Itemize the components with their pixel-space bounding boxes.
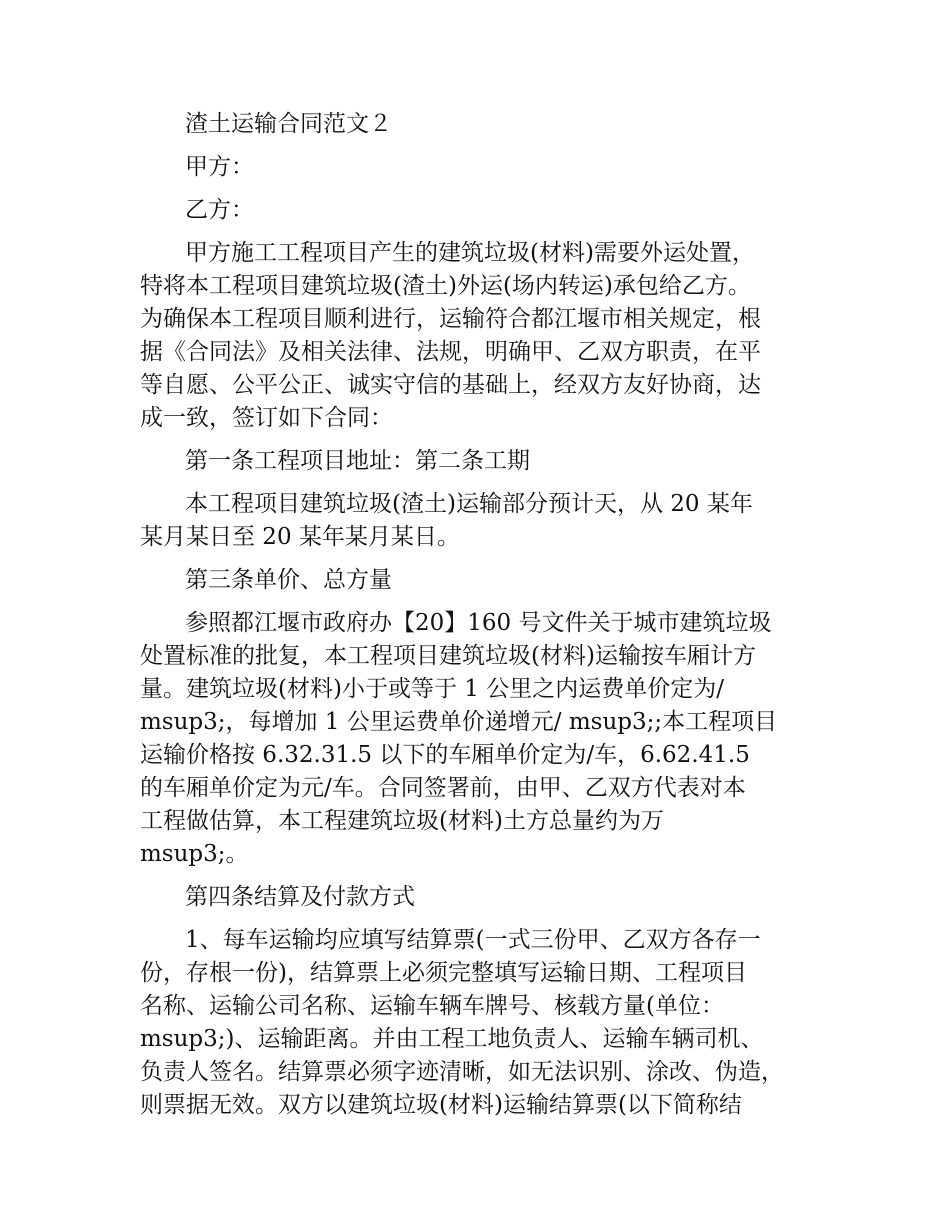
- text-line: msup3;。: [140, 841, 249, 867]
- article-3-paragraph: [140, 607, 820, 871]
- text-line: 为确保本工程项目顺利进行，运输符合都江堰市相关规定，根: [140, 306, 761, 332]
- text-line: 量。建筑垃圾(材料)小于或等于 1 公里之内运费单价定为/: [140, 676, 724, 702]
- text-line: 乙方：: [185, 197, 254, 223]
- text-line: 第四条结算及付款方式: [185, 884, 415, 910]
- text-line: 1、每车运输均应填写结算票(一式三份甲、乙双方各存一: [185, 927, 761, 953]
- text-line: 参照都江堰市政府办【20】160 号文件关于城市建筑垃圾: [185, 610, 772, 636]
- text-line: 甲方施工工程项目产生的建筑垃圾(材料)需要外运处置，: [185, 240, 755, 266]
- text-line: 负责人签名。结算票必须字迹清晰，如无法识别、涂改、伪造，: [140, 1059, 784, 1085]
- article-3-heading: [140, 564, 820, 597]
- text-line: 则票据无效。双方以建筑垃圾(材料)运输结算票(以下简称结: [140, 1092, 742, 1118]
- text-line: 等自愿、公平公正、诚实守信的基础上，经双方友好协商，达: [140, 372, 761, 398]
- document-title: [140, 108, 820, 141]
- text-line: 的车厢单价定为元/车。合同签署前，由甲、乙双方代表对本: [140, 775, 746, 801]
- text-line: 成一致，签订如下合同：: [140, 405, 393, 431]
- text-line: 工程做估算，本工程建筑垃圾(材料)土方总量约为万: [140, 808, 664, 834]
- article-1-heading: [140, 445, 820, 478]
- text-line: msup3;)、运输距离。并由工程工地负责人、运输车辆司机、: [140, 1026, 764, 1052]
- article-4-heading: [140, 881, 820, 914]
- text-line: msup3;，每增加 1 公里运费单价递增元/ msup3;;本工程项目: [140, 709, 778, 735]
- text-line: 份，存根一份)，结算票上必须完整填写运输日期、工程项目: [140, 960, 747, 986]
- document-body: [140, 108, 820, 1132]
- article-4-paragraph: [140, 924, 820, 1122]
- article-2-paragraph: [140, 488, 820, 554]
- text-line: 处置标准的批复，本工程项目建筑垃圾(材料)运输按车厢计方: [140, 643, 756, 669]
- party-a-line: [140, 151, 820, 184]
- text-line: 渣土运输合同范文２: [185, 111, 392, 137]
- text-line: 本工程项目建筑垃圾(渣土)运输部分预计天，从 20 某年: [185, 491, 753, 517]
- text-line: 特将本工程项目建筑垃圾(渣土)外运(场内转运)承包给乙方。: [140, 273, 751, 299]
- text-line: 某月某日至 20 某年某月某日。: [140, 524, 460, 550]
- text-line: 甲方：: [185, 154, 254, 180]
- party-b-line: [140, 194, 820, 227]
- text-line: 运输价格按 6.32.31.5 以下的车厢单价定为/车，6.62.41.5: [140, 742, 750, 768]
- text-line: 第一条工程项目地址：第二条工期: [185, 448, 530, 474]
- text-line: 据《合同法》及相关法律、法规，明确甲、乙双方职责，在平: [140, 339, 761, 365]
- text-line: 第三条单价、总方量: [185, 567, 392, 593]
- text-line: 名称、运输公司名称、运输车辆车牌号、核载方量(单位：: [140, 993, 724, 1019]
- preamble-paragraph: [140, 237, 820, 435]
